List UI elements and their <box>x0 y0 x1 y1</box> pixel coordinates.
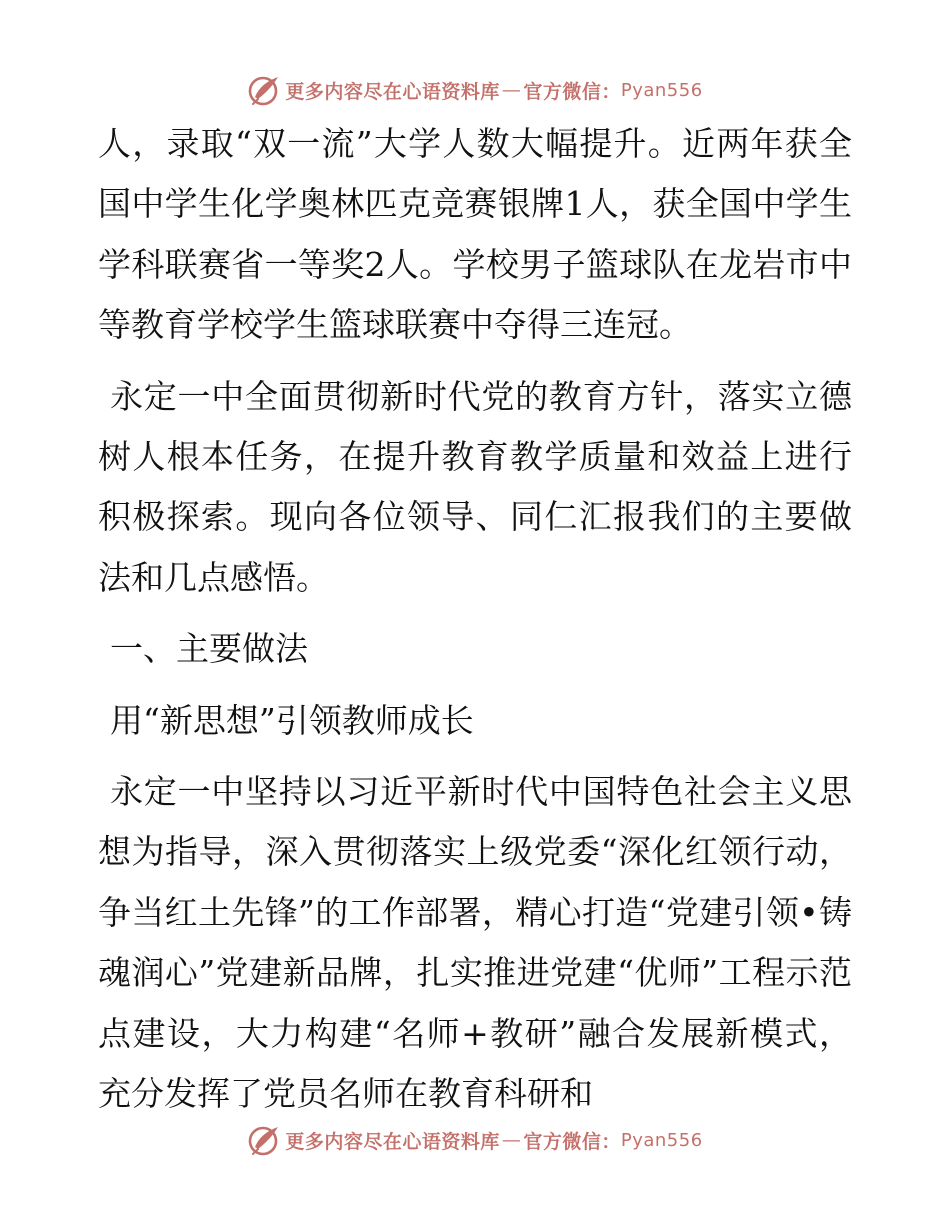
watermark-site-text: 更多内容尽在心语资料库 <box>285 1130 500 1153</box>
body-paragraph: 人，录取“双一流”大学人数大幅提升。近两年获全国中学生化学奥林匹克竞赛银牌1人，获全国中学生学科联赛省一等奖2人。学校男子篮球队在龙岩市中等教育学校学生篮球联赛中夺得三连冠。 <box>98 124 852 345</box>
watermark-separator: — <box>501 79 522 101</box>
watermark-handle: Pyan556 <box>620 79 703 101</box>
watermark-site-text: 更多内容尽在心语资料库 <box>285 80 500 103</box>
document-body <box>98 114 852 1136</box>
watermark-wechat-label: 官方微信： <box>523 1130 621 1153</box>
red-quill-seal-icon <box>247 73 281 107</box>
watermark-header <box>0 70 950 110</box>
body-paragraph: 永定一中坚持以习近平新时代中国特色社会主义思想为指导，深入贯彻落实上级党委“深化红领行动，争当红土先锋”的工作部署，精心打造“党建引领•铸魂润心”党建新品牌，扎实推进党建“优师”工程示范点建设，大力构建“名师+教研”融合发展新模式，充分发挥了党员名师在教育科研和 <box>98 772 852 1114</box>
subsection-heading: 用“新思想”引领教师成长 <box>110 700 474 740</box>
watermark-footer <box>0 1120 950 1160</box>
red-quill-seal-icon <box>247 1123 281 1157</box>
watermark-wechat-label: 官方微信： <box>523 80 621 103</box>
watermark-separator: — <box>501 1129 522 1151</box>
section-heading: 一、主要做法 <box>110 629 308 669</box>
watermark-handle: Pyan556 <box>620 1129 703 1151</box>
body-paragraph: 永定一中全面贯彻新时代党的教育方针，落实立德树人根本任务，在提升教育教学质量和效益上进行积极探索。现向各位领导、同仁汇报我们的主要做法和几点感悟。 <box>98 376 852 597</box>
